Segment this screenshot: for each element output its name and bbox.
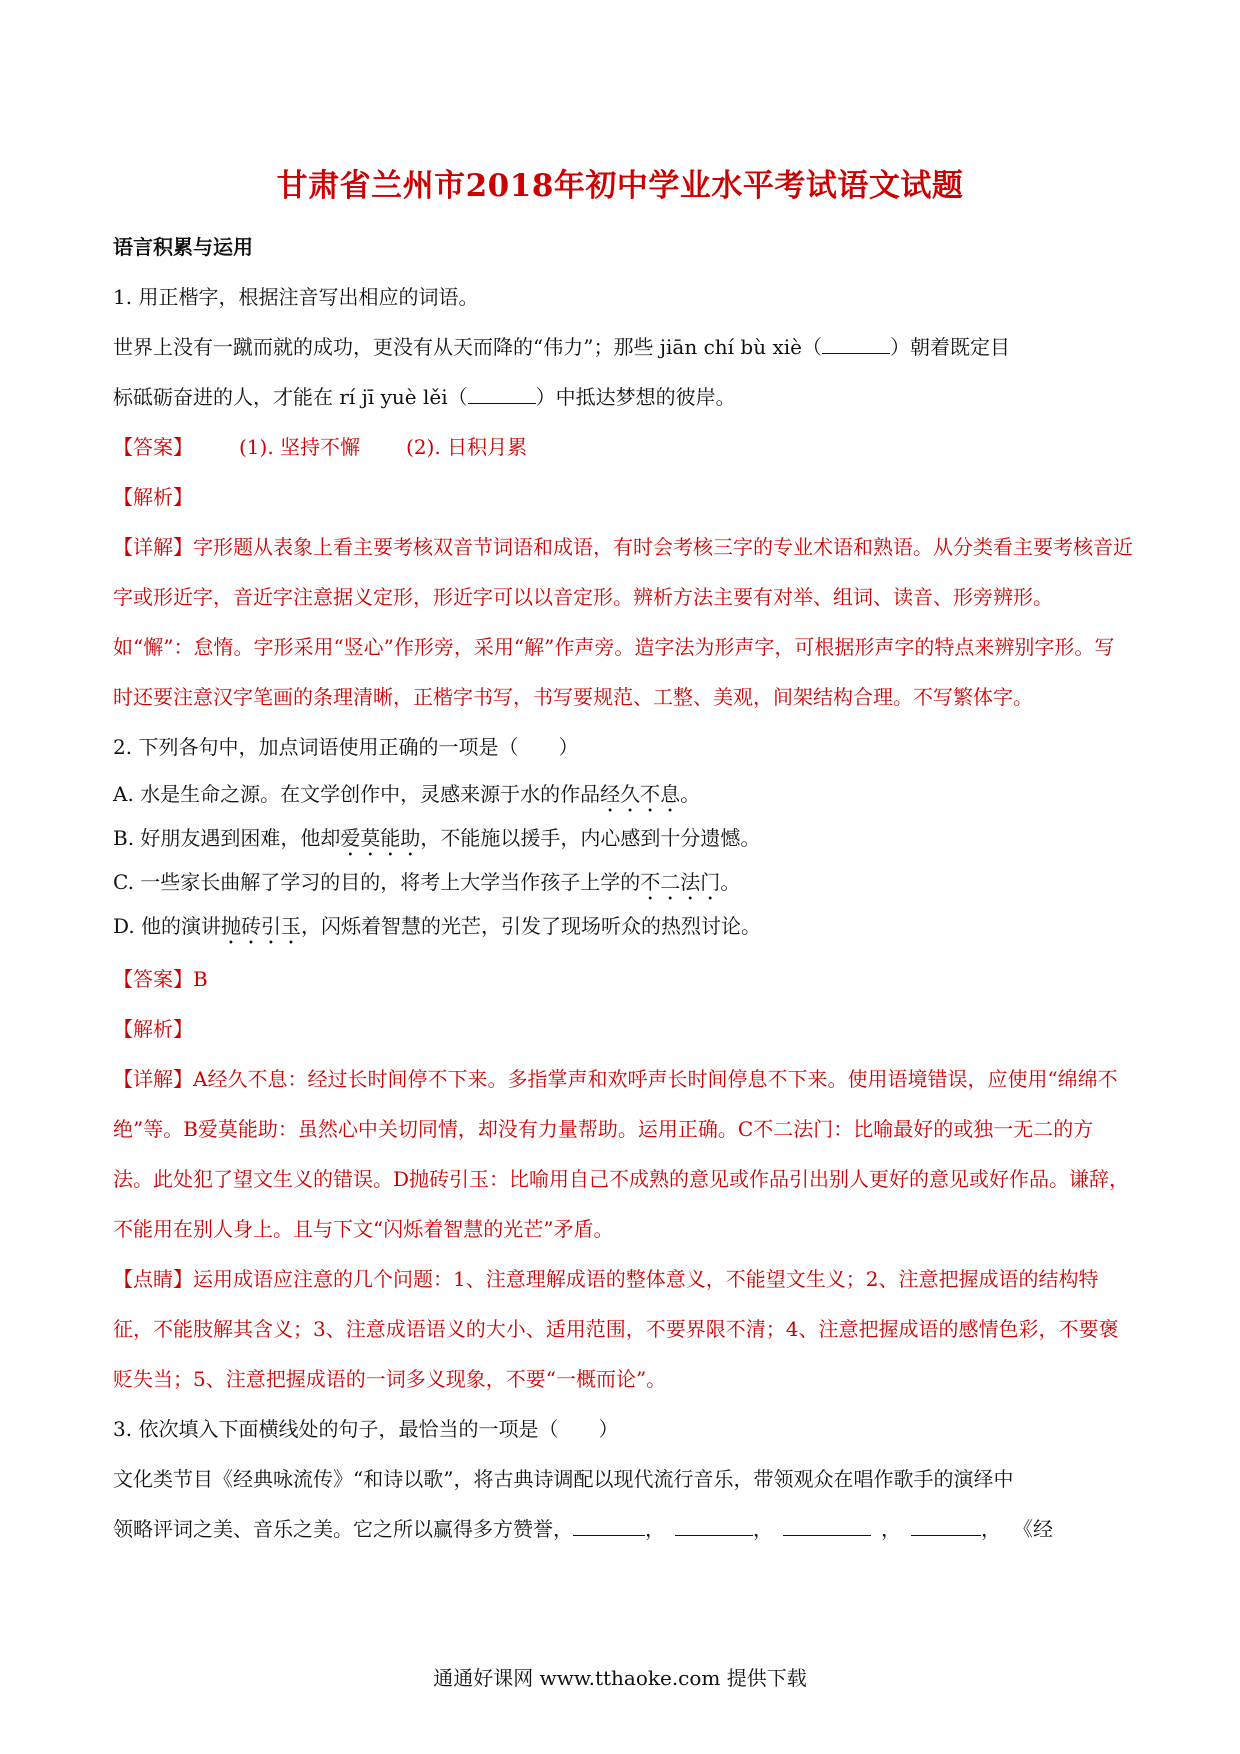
page-footer: 通通好课网 www.tthaoke.com 提供下载	[433, 1666, 807, 1690]
answer-tag: 【答案】	[113, 435, 193, 459]
option-text: D. 他的演讲	[113, 914, 222, 938]
q1-answer	[113, 422, 1133, 472]
option-text: ，不能施以援手，内心感到十分遗憾。	[420, 826, 761, 850]
q3-comma: ，	[753, 1517, 773, 1541]
q1-line-1	[113, 322, 1133, 372]
q1-blank-1	[822, 335, 890, 354]
answer-value: B	[193, 967, 208, 991]
q2-option-b	[113, 816, 1133, 860]
option-text: C. 一些家长曲解了学习的目的，将考上大学当作孩子上学的	[113, 870, 641, 894]
q3-blank-1	[573, 1517, 645, 1536]
q1-text: 标砥砺奋进的人，才能在 rí jī yuè lěi（	[113, 385, 468, 409]
q1-detail	[113, 522, 1133, 722]
answer-1: (1). 坚持不懈	[239, 435, 361, 459]
analysis-tag: 【解析】	[113, 1017, 193, 1041]
option-text: B. 好朋友遇到困难，他却	[113, 826, 341, 850]
page-title: 甘肃省兰州市2018年初中学业水平考试语文试题	[276, 168, 964, 204]
section-heading: 语言积累与运用	[113, 235, 253, 259]
detail-tag: 【详解】	[113, 535, 193, 559]
q3-blank-4	[911, 1517, 981, 1536]
answer-tag: 【答案】	[113, 967, 193, 991]
q3-text: 领略评词之美、音乐之美。它之所以赢得多方赞誉，	[113, 1517, 573, 1541]
q3-comma: ，	[981, 1517, 1001, 1541]
q3-line-2	[113, 1504, 1133, 1554]
option-text: ，闪烁着智慧的光芒，引发了现场听众的热烈讨论。	[301, 914, 762, 938]
detail-text: A经久不息：经过长时间停不下来。多指掌声和欢呼声长时间停息不下来。使用语境错误，应使用“绵绵不绝”等。B爱莫能助：虽然心中关切同情，却没有力量帮助。运用正确。C不二法门：比喻最好的或独一无二的方法。此处犯了望文生义的错误。D抛砖引玉：比喻用自己不成熟的意见或作品引出别人更好的意见或好作品。谦辞，不能用在别人身上。且与下文“闪烁着智慧的光芒”矛盾。	[113, 1067, 1130, 1241]
dotted-phrase: 抛砖引玉	[221, 914, 302, 938]
detail-tag: 【详解】	[113, 1067, 193, 1091]
answer-2: (2). 日积月累	[406, 435, 528, 459]
q1-text: ）中抵达梦想的彼岸。	[535, 385, 736, 409]
q3-line-1: 文化类节目《经典咏流传》“和诗以歌”，将古典诗调配以现代流行音乐，带领观众在唱作歌手的演绎中	[113, 1467, 1014, 1491]
q1-line-2	[113, 372, 1133, 422]
q2-option-d	[113, 904, 1133, 954]
q2-answer	[113, 954, 1133, 1004]
q1-text: ）朝着既定目	[889, 335, 1010, 359]
option-text: 。	[680, 782, 701, 806]
dotted-phrase: 经久不息	[600, 782, 681, 806]
q1-stem: 1. 用正楷字，根据注音写出相应的词语。	[113, 285, 479, 309]
q3-blank-3	[783, 1517, 871, 1536]
analysis-tag: 【解析】	[113, 485, 193, 509]
point-tag: 【点睛】	[113, 1267, 193, 1291]
q2-point	[113, 1254, 1133, 1404]
dotted-phrase: 爱莫能助	[340, 826, 421, 850]
q2-stem: 2. 下列各句中，加点词语使用正确的一项是（ ）	[113, 735, 579, 759]
q1-text: 世界上没有一蹴而就的成功，更没有从天而降的“伟力”；那些 jiān chí bù xiè（	[113, 335, 822, 359]
q1-blank-2	[468, 385, 536, 404]
q2-option-a	[113, 772, 1133, 816]
q3-text: 《经	[1023, 1517, 1053, 1541]
q3-comma: ，	[881, 1517, 901, 1541]
option-text: 。	[720, 870, 741, 894]
q3-blank-2	[675, 1517, 753, 1536]
point-text: 运用成语应注意的几个问题：1、注意理解成语的整体意义，不能望文生义；2、注意把握成语的结构特征，不能肢解其含义；3、注意成语语义的大小、适用范围，不要界限不清；4、注意把握成语的感情色彩，不要褒贬失当；5、注意把握成语的一词多义现象，不要“一概而论”。	[113, 1267, 1119, 1391]
detail-text: 字形题从表象上看主要考核双音节词语和成语，有时会考核三字的专业术语和熟语。从分类看主要考核音近字或形近字，音近字注意据义定形，形近字可以以音定形。辨析方法主要有对举、组词、读音、形旁辨形。如“懈”：怠惰。字形采用“竖心”作形旁，采用“解”作声旁。造字法为形声字，可根据形声字的特点来辨别字形。写时还要注意汉字笔画的条理清晰，正楷字书写，书写要规范、工整、美观，间架结构合理。不写繁体字。	[113, 535, 1133, 709]
q2-option-c	[113, 860, 1133, 904]
q2-detail	[113, 1054, 1133, 1254]
q3-stem: 3. 依次填入下面横线处的句子，最恰当的一项是（ ）	[113, 1417, 619, 1441]
q3-comma: ，	[645, 1517, 665, 1541]
dotted-phrase: 不二法门	[640, 870, 721, 894]
document-body	[113, 222, 1133, 1554]
option-text: A. 水是生命之源。在文学创作中，灵感来源于水的作品	[113, 782, 601, 806]
